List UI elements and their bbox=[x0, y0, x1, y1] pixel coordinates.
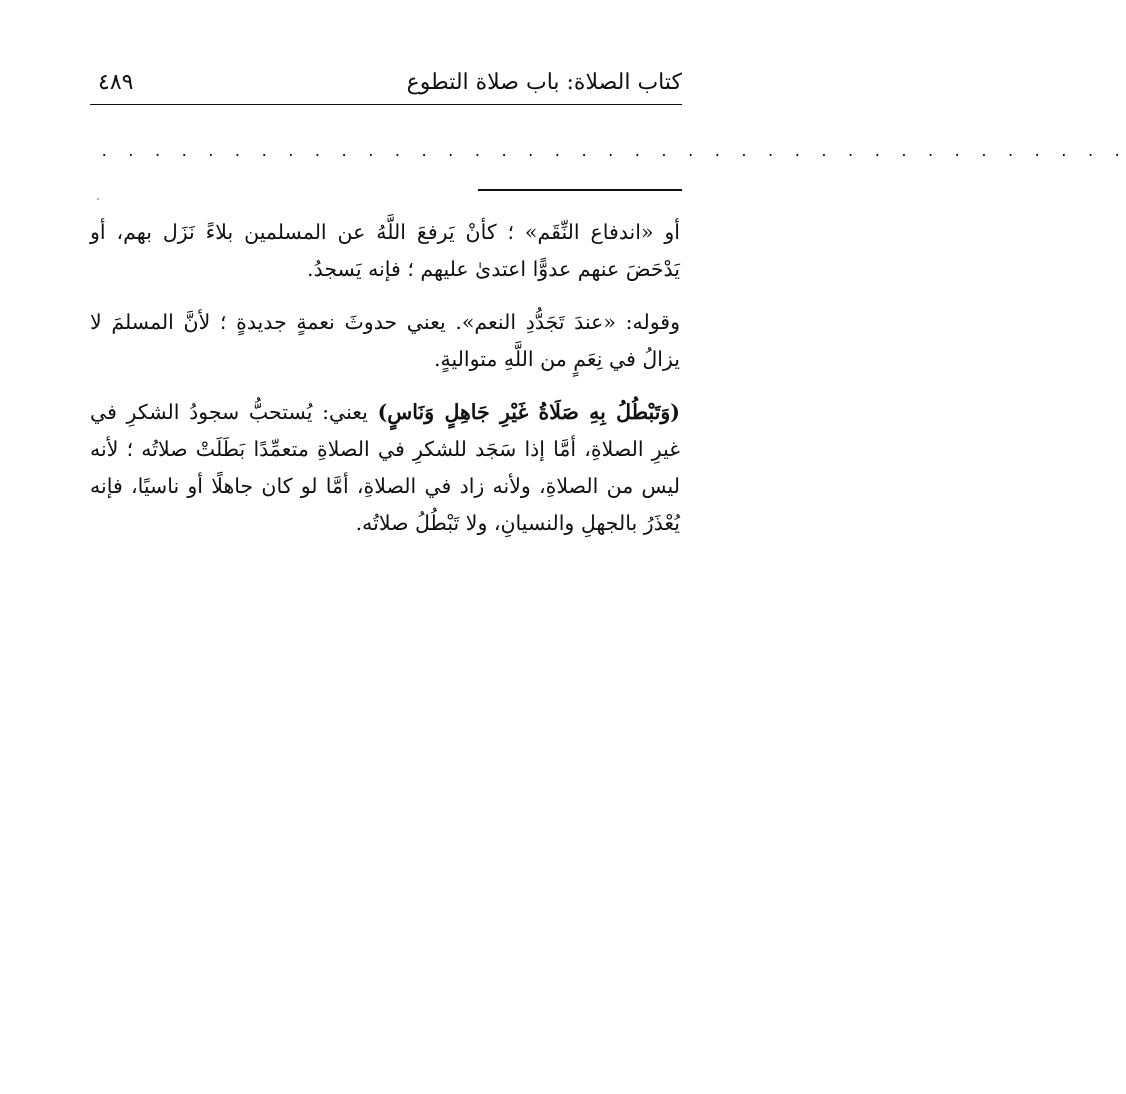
dotted-separator: . . . . . . . . . . . . . . . . . . . . . . . . . . . . . . . . . . . . . . . bbox=[100, 144, 1126, 160]
paragraph-2: وقوله: «عندَ تَجَدُّدِ النعم». يعني حدوثَ نعمةٍ جديدةٍ ؛ لأنَّ المسلمَ لا يزالُ في نِعَمٍ من اللَّهِ متواليةٍ. bbox=[90, 310, 680, 371]
main-text bbox=[90, 214, 680, 558]
stray-mark bbox=[97, 198, 99, 200]
chapter-title: كتاب الصلاة: باب صلاة التطوع bbox=[406, 70, 682, 95]
running-header bbox=[90, 58, 682, 102]
header-rule bbox=[90, 104, 682, 105]
commentary-text: يعني: يُستحبُّ سجودُ الشكرِ في غيرِ الصلاةِ، أمَّا إذا سَجَد للشكرِ في الصلاةِ متعمِّدًا بَطَلَتْ صلاتُه ؛ لأنه ليس من الصلاةِ، ولأنه زاد في الصلاةِ، أمَّا لو كان جاهلًا أو ناسيًا، فإنه يُعْذَرُ بالجهلِ والنسيانِ، ولا تَبْطُلُ صلاتُه. bbox=[90, 400, 680, 535]
paragraph-3 bbox=[90, 394, 680, 542]
paragraph-1: أو «اندفاع النِّقَم» ؛ كأنْ يَرفعَ اللَّهُ عن المسلمين بلاءً نَزَل بهم، أو يَدْحَضَ عنهم عدوًّا اعتدىٰ عليهم ؛ فإنه يَسجدُ. bbox=[90, 220, 680, 281]
page-number: ٤٨٩ bbox=[98, 70, 134, 95]
matn-quote: (وَتَبْطُلُ بِهِ صَلَاةُ غَيْرِ جَاهِلٍ وَنَاسٍ) bbox=[377, 400, 681, 424]
footnote-separator-rule bbox=[478, 189, 682, 191]
